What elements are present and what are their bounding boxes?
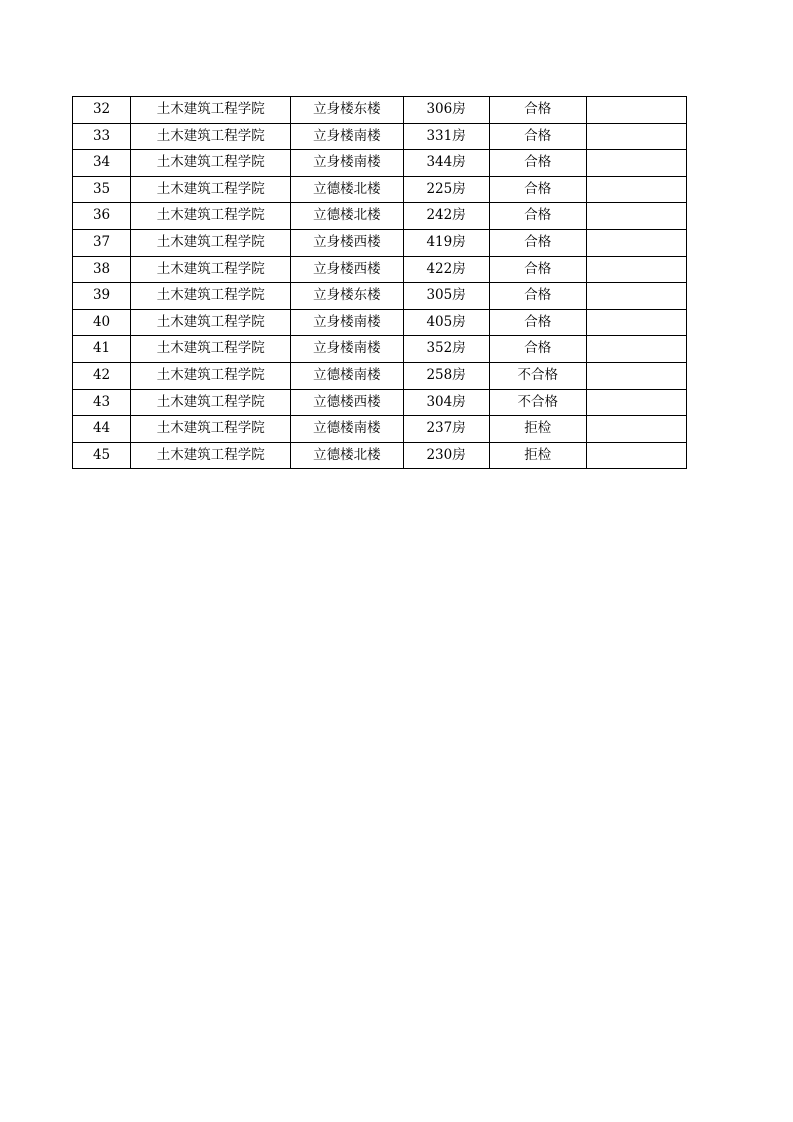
row-number-cell: 42: [73, 362, 131, 389]
table-row: [73, 97, 687, 124]
building-cell: 立德楼南楼: [291, 416, 403, 443]
college-cell: 土木建筑工程学院: [131, 389, 291, 416]
college-cell: 土木建筑工程学院: [131, 309, 291, 336]
table-row: [73, 362, 687, 389]
building-cell: 立身楼西楼: [291, 256, 403, 283]
room-cell: 225房: [403, 176, 489, 203]
table-row: [73, 283, 687, 310]
room-cell: 352房: [403, 336, 489, 363]
room-cell: 344房: [403, 150, 489, 177]
note-cell: [586, 442, 686, 469]
note-cell: [586, 336, 686, 363]
table-row: [73, 336, 687, 363]
note-cell: [586, 362, 686, 389]
note-cell: [586, 256, 686, 283]
row-number-cell: 44: [73, 416, 131, 443]
building-cell: 立身楼南楼: [291, 309, 403, 336]
result-cell: 合格: [489, 309, 586, 336]
college-cell: 土木建筑工程学院: [131, 203, 291, 230]
table-body: [73, 97, 687, 469]
table-row: [73, 416, 687, 443]
note-cell: [586, 150, 686, 177]
room-cell: 306房: [403, 97, 489, 124]
room-cell: 237房: [403, 416, 489, 443]
row-number-cell: 32: [73, 97, 131, 124]
college-cell: 土木建筑工程学院: [131, 176, 291, 203]
inspection-table: [72, 96, 687, 469]
building-cell: 立身楼东楼: [291, 97, 403, 124]
room-cell: 422房: [403, 256, 489, 283]
college-cell: 土木建筑工程学院: [131, 283, 291, 310]
building-cell: 立身楼南楼: [291, 336, 403, 363]
building-cell: 立德楼西楼: [291, 389, 403, 416]
room-cell: 304房: [403, 389, 489, 416]
table-row: [73, 176, 687, 203]
table-row: [73, 150, 687, 177]
table-row: [73, 309, 687, 336]
note-cell: [586, 283, 686, 310]
row-number-cell: 33: [73, 123, 131, 150]
row-number-cell: 39: [73, 283, 131, 310]
row-number-cell: 45: [73, 442, 131, 469]
result-cell: 合格: [489, 229, 586, 256]
result-cell: 合格: [489, 336, 586, 363]
result-cell: 合格: [489, 97, 586, 124]
result-cell: 合格: [489, 256, 586, 283]
college-cell: 土木建筑工程学院: [131, 362, 291, 389]
building-cell: 立德楼北楼: [291, 442, 403, 469]
row-number-cell: 36: [73, 203, 131, 230]
note-cell: [586, 97, 686, 124]
building-cell: 立身楼西楼: [291, 229, 403, 256]
table-row: [73, 203, 687, 230]
building-cell: 立身楼南楼: [291, 123, 403, 150]
room-cell: 230房: [403, 442, 489, 469]
result-cell: 合格: [489, 150, 586, 177]
result-cell: 拒检: [489, 416, 586, 443]
college-cell: 土木建筑工程学院: [131, 256, 291, 283]
college-cell: 土木建筑工程学院: [131, 123, 291, 150]
room-cell: 419房: [403, 229, 489, 256]
college-cell: 土木建筑工程学院: [131, 442, 291, 469]
table-row: [73, 389, 687, 416]
room-cell: 331房: [403, 123, 489, 150]
building-cell: 立德楼南楼: [291, 362, 403, 389]
building-cell: 立身楼东楼: [291, 283, 403, 310]
row-number-cell: 37: [73, 229, 131, 256]
table-row: [73, 442, 687, 469]
note-cell: [586, 123, 686, 150]
table-row: [73, 229, 687, 256]
college-cell: 土木建筑工程学院: [131, 416, 291, 443]
room-cell: 258房: [403, 362, 489, 389]
row-number-cell: 38: [73, 256, 131, 283]
college-cell: 土木建筑工程学院: [131, 229, 291, 256]
row-number-cell: 40: [73, 309, 131, 336]
college-cell: 土木建筑工程学院: [131, 97, 291, 124]
result-cell: 合格: [489, 283, 586, 310]
note-cell: [586, 229, 686, 256]
building-cell: 立德楼北楼: [291, 176, 403, 203]
note-cell: [586, 176, 686, 203]
row-number-cell: 41: [73, 336, 131, 363]
row-number-cell: 43: [73, 389, 131, 416]
college-cell: 土木建筑工程学院: [131, 150, 291, 177]
room-cell: 405房: [403, 309, 489, 336]
result-cell: 合格: [489, 176, 586, 203]
note-cell: [586, 203, 686, 230]
college-cell: 土木建筑工程学院: [131, 336, 291, 363]
row-number-cell: 34: [73, 150, 131, 177]
room-cell: 242房: [403, 203, 489, 230]
building-cell: 立身楼南楼: [291, 150, 403, 177]
result-cell: 不合格: [489, 362, 586, 389]
row-number-cell: 35: [73, 176, 131, 203]
result-cell: 合格: [489, 203, 586, 230]
note-cell: [586, 389, 686, 416]
note-cell: [586, 416, 686, 443]
table-row: [73, 256, 687, 283]
result-cell: 拒检: [489, 442, 586, 469]
result-cell: 合格: [489, 123, 586, 150]
note-cell: [586, 309, 686, 336]
room-cell: 305房: [403, 283, 489, 310]
result-cell: 不合格: [489, 389, 586, 416]
building-cell: 立德楼北楼: [291, 203, 403, 230]
table-row: [73, 123, 687, 150]
